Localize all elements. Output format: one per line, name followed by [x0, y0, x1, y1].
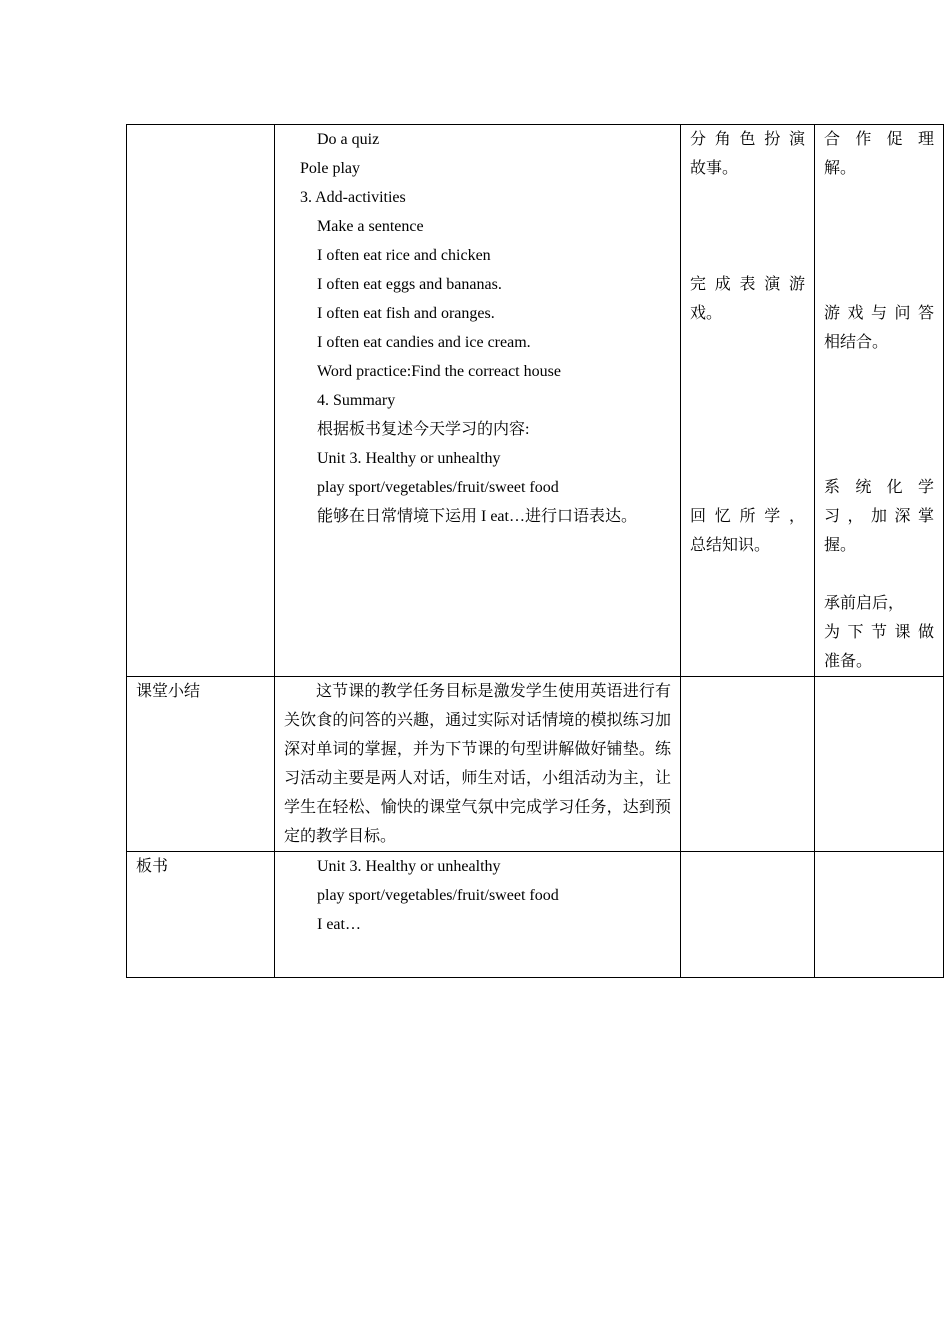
design-intent-text: 握。	[824, 537, 857, 554]
design-intent-text: 准备。	[824, 653, 873, 670]
student-activity-cell	[681, 125, 815, 677]
activities-stage-cell	[127, 125, 275, 677]
board-content-cell	[275, 852, 681, 978]
content-line: Make a sentence	[317, 218, 424, 235]
design-intent-text: 游戏与问答	[824, 305, 934, 322]
activities-row	[127, 125, 944, 677]
board-line: I eat…	[317, 916, 361, 933]
design-intent-text: 合作促理	[824, 131, 934, 148]
design-intent-text: 系统化学	[824, 479, 934, 496]
content-line: 能够在日常情境下运用 I eat…进行口语表达。	[317, 508, 637, 525]
design-intent-cell	[815, 125, 944, 677]
content-line: play sport/vegetables/fruit/sweet food	[317, 479, 559, 496]
design-intent-text: 为下节课做	[824, 624, 934, 641]
board-line: play sport/vegetables/fruit/sweet food	[317, 887, 559, 904]
student-activity-text: 故事。	[690, 160, 739, 177]
board-label-cell	[127, 852, 275, 978]
student-activity-text: 回忆所学，	[690, 508, 805, 525]
student-activity-text: 总结知识。	[690, 537, 771, 554]
student-activity-text: 戏。	[690, 305, 723, 322]
summary-empty-cell	[681, 677, 815, 852]
content-line: I often eat eggs and bananas.	[317, 276, 502, 293]
summary-text-cell	[275, 677, 681, 852]
content-line: I often eat fish and oranges.	[317, 305, 495, 322]
lesson-plan-table	[126, 124, 944, 978]
design-intent-text: 习，加深掌	[824, 508, 934, 525]
content-line: I often eat rice and chicken	[317, 247, 491, 264]
content-line: I often eat candies and ice cream.	[317, 334, 531, 351]
content-line: 根据板书复述今天学习的内容:	[317, 421, 530, 438]
student-activity-text: 分角色扮演	[690, 131, 805, 148]
design-intent-text: 解。	[824, 160, 857, 177]
board-empty-cell	[681, 852, 815, 978]
activities-content-cell	[275, 125, 681, 677]
summary-label-cell	[127, 677, 275, 852]
content-line: 3. Add-activities	[300, 189, 406, 206]
summary-empty-cell	[815, 677, 944, 852]
student-activity-text: 完成表演游	[690, 276, 805, 293]
board-line: Unit 3. Healthy or unhealthy	[317, 858, 501, 875]
board-label: 板书	[136, 858, 169, 875]
summary-text: 这节课的教学任务目标是激发学生使用英语进行有关饮食的问答的兴趣，通过实际对话情境的模拟练习加深对单词的掌握，并为下节课的句型讲解做好铺垫。练习活动主要是两人对话，师生对话，小组活动为主，让学生在轻松、愉快的课堂气氛中完成学习任务，达到预定的教学目标。	[284, 683, 671, 845]
content-line: Pole play	[300, 160, 360, 177]
board-row	[127, 852, 944, 978]
design-intent-text: 承前启后，	[824, 595, 905, 612]
content-line: 4. Summary	[317, 392, 396, 409]
content-line: Do a quiz	[317, 131, 380, 148]
content-line: Unit 3. Healthy or unhealthy	[317, 450, 501, 467]
design-intent-text: 相结合。	[824, 334, 889, 351]
board-empty-cell	[815, 852, 944, 978]
summary-label: 课堂小结	[136, 683, 201, 700]
content-line: Word practice:Find the correact house	[317, 363, 561, 380]
summary-row	[127, 677, 944, 852]
